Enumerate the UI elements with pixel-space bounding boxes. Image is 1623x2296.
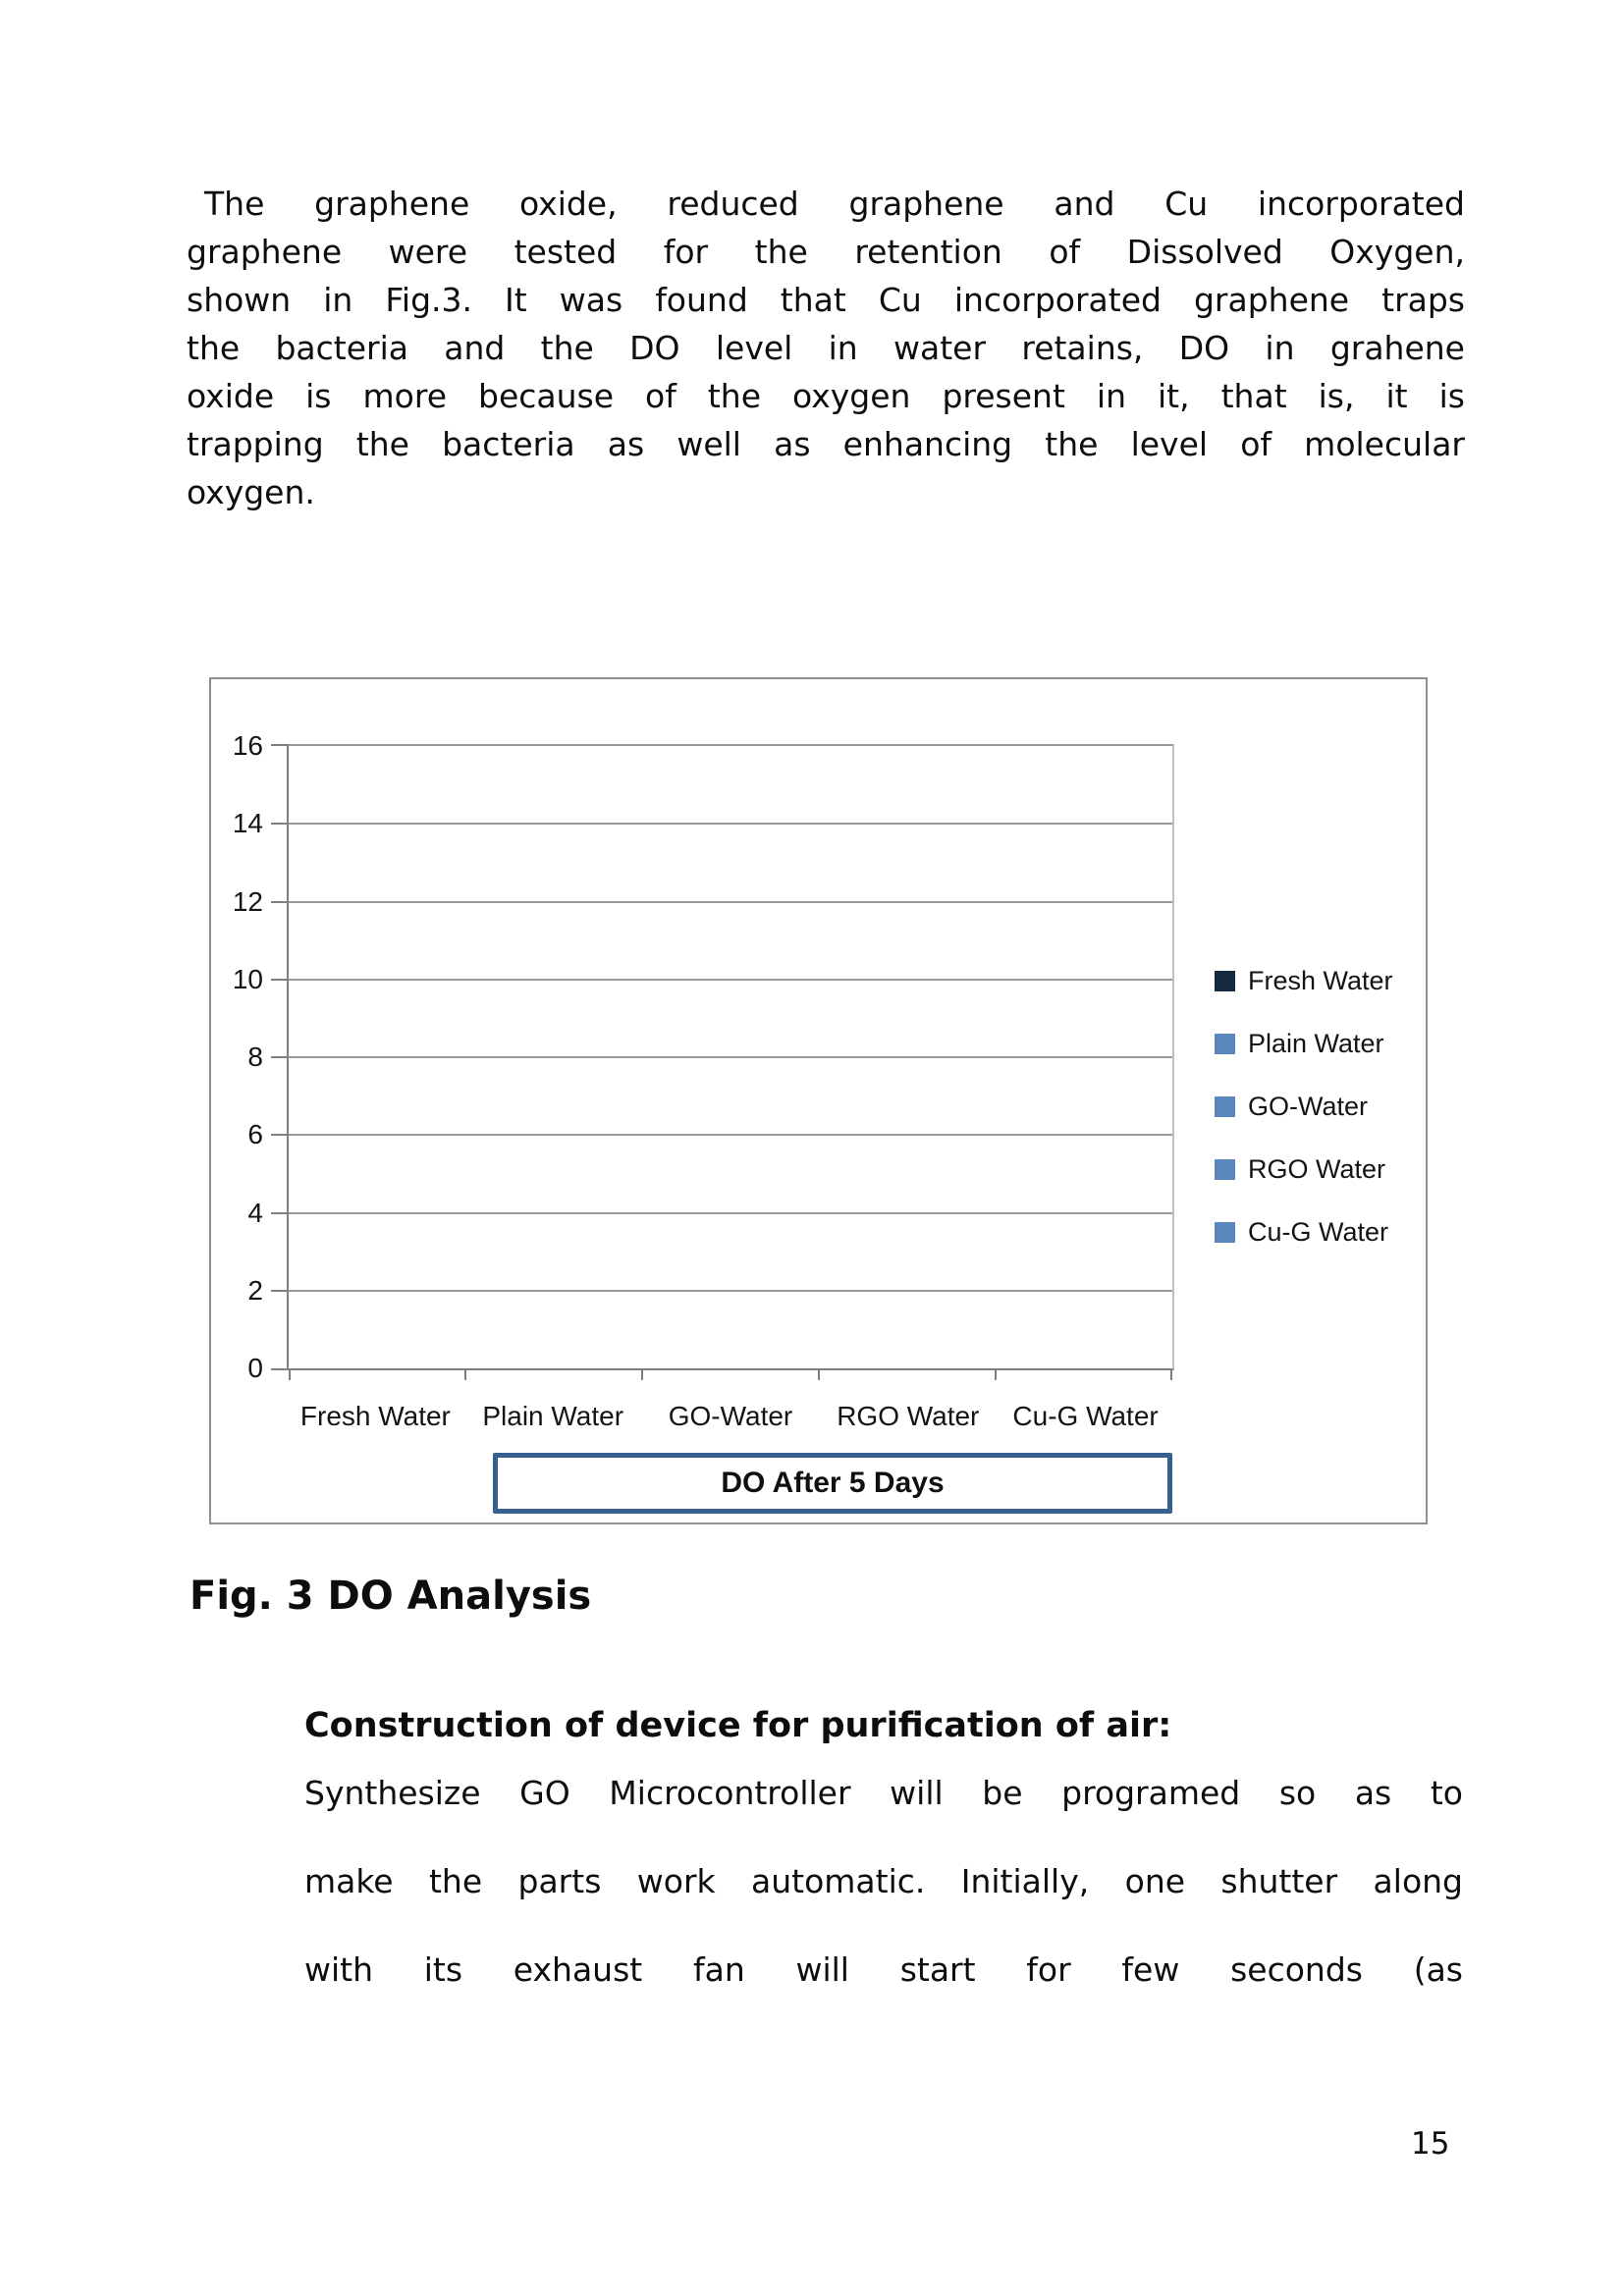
paragraph-line: oxygen. xyxy=(187,473,315,511)
y-axis-label: 6 xyxy=(247,1119,263,1150)
x-axis-tick xyxy=(464,1368,466,1380)
x-axis-tick xyxy=(1170,1368,1172,1380)
paragraph-line: trapping the bacteria as well as enhancing the level of molecular xyxy=(187,425,1465,463)
legend-swatch-rgo-water xyxy=(1215,1159,1235,1180)
category-label-rgo-water: RGO Water xyxy=(837,1401,980,1431)
legend-item-fresh-water xyxy=(1215,966,1393,996)
legend-swatch-go-water xyxy=(1215,1096,1235,1117)
legend-label: Fresh Water xyxy=(1248,966,1393,995)
y-axis-tick xyxy=(271,1290,289,1292)
section-line: with its exhaust fan will start for few seconds (as xyxy=(304,1950,1463,1989)
legend-label: GO-Water xyxy=(1248,1092,1369,1121)
x-axis-tick xyxy=(818,1368,820,1380)
paragraph-line: oxide is more because of the oxygen present in it, that is, it is xyxy=(187,377,1465,415)
chart-legend xyxy=(1215,966,1393,1248)
x-axis-title-box xyxy=(493,1453,1172,1514)
x-axis-title: DO After 5 Days xyxy=(721,1467,945,1499)
y-axis-tick xyxy=(271,979,289,981)
legend-label: Cu-G Water xyxy=(1248,1217,1389,1247)
page-number: 15 xyxy=(1411,2126,1450,2162)
y-axis-tick xyxy=(271,1368,289,1370)
legend-swatch-fresh-water xyxy=(1215,971,1235,991)
x-axis-tick xyxy=(641,1368,643,1380)
category-label-cu-g-water: Cu-G Water xyxy=(1012,1401,1159,1431)
section-heading: Construction of device for purification of air: xyxy=(304,1706,1172,1745)
y-axis-label: 0 xyxy=(247,1353,263,1383)
paragraph-line: shown in Fig.3. It was found that Cu incorporated graphene traps xyxy=(187,281,1465,319)
y-axis-tick xyxy=(271,1134,289,1136)
paragraph-line: the bacteria and the DO level in water retains, DO in grahene xyxy=(187,329,1465,367)
y-axis-tick xyxy=(271,1056,289,1058)
paragraph-line: graphene were tested for the retention of Dissolved Oxygen, xyxy=(187,233,1465,271)
do-bar-chart xyxy=(209,677,1428,1524)
legend-item-plain-water xyxy=(1215,1029,1393,1059)
y-axis-tick xyxy=(271,823,289,825)
category-label-go-water: GO-Water xyxy=(668,1401,793,1431)
figure-caption: Fig. 3 DO Analysis xyxy=(189,1574,592,1619)
bar-series xyxy=(289,746,1172,1368)
legend-item-cu-g-water xyxy=(1215,1217,1393,1248)
y-axis-tick xyxy=(271,744,289,746)
intro-paragraph xyxy=(187,180,1465,516)
chart-plot-area xyxy=(232,730,1174,1383)
section-line: Synthesize GO Microcontroller will be programed so as to xyxy=(304,1774,1463,1812)
y-axis-label: 2 xyxy=(247,1274,263,1306)
category-label-plain-water: Plain Water xyxy=(482,1401,624,1431)
category-label-fresh-water: Fresh Water xyxy=(299,1401,451,1431)
y-axis-tick xyxy=(271,901,289,903)
legend-label: RGO Water xyxy=(1248,1154,1386,1184)
legend-swatch-plain-water xyxy=(1215,1034,1235,1054)
y-axis-label: 4 xyxy=(247,1197,263,1228)
x-axis-tick xyxy=(995,1368,997,1380)
legend-swatch-cu-g-water xyxy=(1215,1222,1235,1243)
y-axis-label: 12 xyxy=(232,885,263,917)
legend-item-go-water xyxy=(1215,1092,1393,1122)
y-axis-label: 14 xyxy=(232,808,263,839)
y-axis-label: 16 xyxy=(232,730,263,761)
x-axis-tick xyxy=(289,1368,291,1380)
category-axis xyxy=(287,1401,1174,1432)
y-axis-tick xyxy=(271,1212,289,1214)
construction-section xyxy=(304,1706,1463,1994)
legend-label: Plain Water xyxy=(1248,1029,1384,1058)
y-axis-label: 8 xyxy=(247,1041,263,1072)
y-axis-label: 10 xyxy=(232,963,263,994)
legend-item-rgo-water xyxy=(1215,1154,1393,1185)
section-line: make the parts work automatic. Initially, one shutter along xyxy=(304,1862,1463,1900)
paragraph-line: The graphene oxide, reduced graphene and Cu incorporated xyxy=(204,185,1465,223)
